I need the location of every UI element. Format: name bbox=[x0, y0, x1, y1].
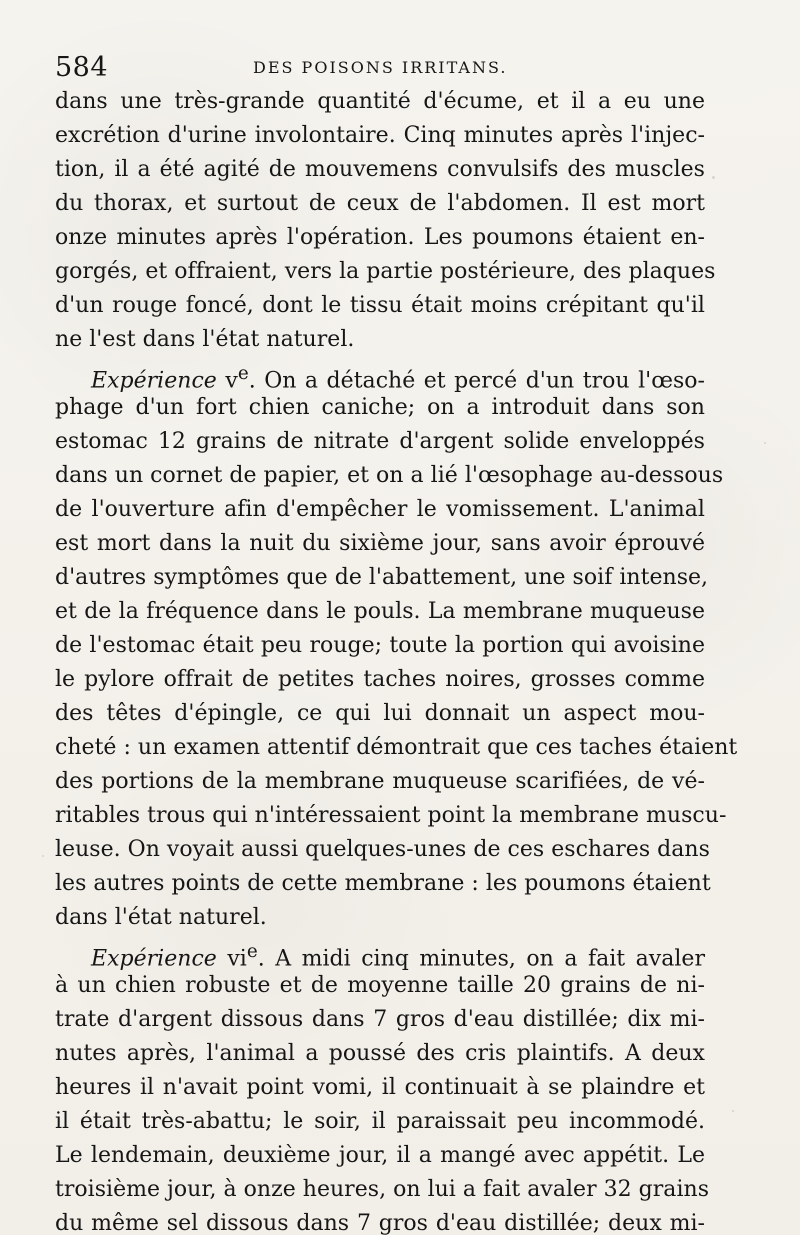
text-line-12: dans un cornet de papier, et on a lié l'œsophage au-dessous bbox=[55, 463, 724, 488]
text-line-10: phage d'un fort chien caniche; on a introduit dans son bbox=[55, 395, 705, 420]
text-line-6: gorgés, et offraient, vers la partie postérieure, des plaques bbox=[55, 259, 716, 284]
header-title: DES POISONS IRRITANS. bbox=[253, 58, 508, 77]
text-line-15: d'autres symptômes que de l'abattement, une soif intense, bbox=[55, 565, 709, 590]
experience-v-line bbox=[55, 357, 706, 394]
experience-rest-v: . On a détaché et percé d'un trou l'œso- bbox=[248, 368, 706, 394]
paper-speck bbox=[764, 442, 766, 444]
text-line-31: il était très-abattu; le soir, il paraissait peu incommodé. bbox=[55, 1109, 705, 1134]
experience-number-v: v bbox=[225, 368, 238, 394]
text-line-7: d'un rouge foncé, dont le tissu était moins crépitant qu'il bbox=[55, 293, 705, 318]
running-head bbox=[55, 54, 705, 88]
text-line-32: Le lendemain, deuxième jour, il a mangé avec appétit. Le bbox=[55, 1143, 705, 1168]
experience-rest-vi: . A midi cinq minutes, on a fait avaler bbox=[257, 946, 705, 972]
experience-number-vi: vi bbox=[227, 946, 247, 972]
text-line-8: ne l'est dans l'état naturel. bbox=[55, 327, 355, 352]
paper-speck bbox=[712, 176, 715, 179]
text-line-33: troisième jour, à onze heures, on lui a fait avaler 32 grains bbox=[55, 1177, 710, 1202]
text-line-13: de l'ouverture afin d'empêcher le vomissement. L'animal bbox=[55, 497, 705, 522]
text-line-16: et de la fréquence dans le pouls. La membrane muqueuse bbox=[55, 599, 705, 624]
body-text bbox=[55, 85, 738, 1235]
text-line-29: nutes après, l'animal a poussé des cris plaintifs. A deux bbox=[55, 1041, 705, 1066]
paper-speck bbox=[732, 1110, 734, 1112]
text-line-19: des têtes d'épingle, ce qui lui donnait un aspect mou- bbox=[55, 701, 705, 726]
experience-superscript-v: e bbox=[237, 363, 249, 384]
text-line-21: des portions de la membrane muqueuse scarifiées, de vé- bbox=[55, 769, 705, 794]
text-line-2: excrétion d'urine involontaire. Cinq minutes après l'injec- bbox=[55, 123, 705, 148]
paper-speck bbox=[42, 855, 44, 857]
paper-speck bbox=[401, 960, 404, 963]
text-line-34: du même sel dissous dans 7 gros d'eau distillée; deux mi- bbox=[55, 1211, 705, 1235]
page-number: 584 bbox=[55, 52, 109, 83]
text-line-5: onze minutes après l'opération. Les poumons étaient en- bbox=[55, 225, 705, 250]
experience-label-v: Expérience bbox=[91, 368, 217, 394]
text-line-25: dans l'état naturel. bbox=[55, 905, 267, 930]
text-line-14: est mort dans la nuit du sixième jour, sans avoir éprouvé bbox=[55, 531, 705, 556]
text-line-27: à un chien robuste et de moyenne taille 20 grains de ni- bbox=[55, 973, 705, 998]
text-line-11: estomac 12 grains de nitrate d'argent solide enveloppés bbox=[55, 429, 705, 454]
text-line-18: le pylore offrait de petites taches noires, grosses comme bbox=[55, 667, 705, 692]
experience-label-vi: Expérience bbox=[91, 946, 217, 972]
text-line-23: leuse. On voyait aussi quelques-unes de ces eschares dans bbox=[55, 837, 710, 862]
experience-superscript-vi: e bbox=[246, 941, 258, 962]
experience-vi-line bbox=[55, 935, 705, 972]
text-line-24: les autres points de cette membrane : les poumons étaient bbox=[55, 871, 711, 896]
text-line-4: du thorax, et surtout de ceux de l'abdomen. Il est mort bbox=[55, 191, 705, 216]
text-line-28: trate d'argent dissous dans 7 gros d'eau distillée; dix mi- bbox=[55, 1007, 705, 1032]
text-line-3: tion, il a été agité de mouvemens convulsifs des muscles bbox=[55, 157, 705, 182]
text-line-17: de l'estomac était peu rouge; toute la portion qui avoisine bbox=[55, 633, 705, 658]
text-line-22: ritables trous qui n'intéressaient point la membrane muscu- bbox=[55, 803, 727, 828]
text-line-30: heures il n'avait point vomi, il continuait à se plaindre et bbox=[55, 1075, 705, 1100]
text-line-20: cheté : un examen attentif démontrait que ces taches étaient bbox=[55, 735, 738, 760]
text-line-1: dans une très-grande quantité d'écume, et il a eu une bbox=[55, 89, 705, 114]
